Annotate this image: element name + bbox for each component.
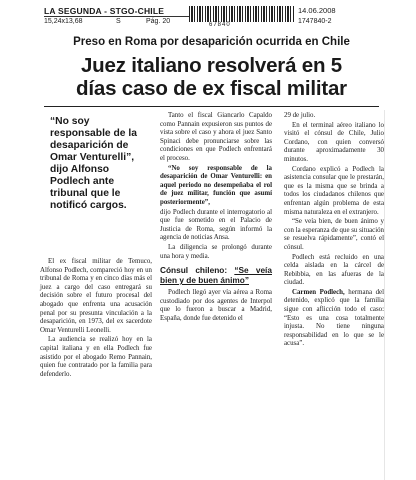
barcode-number: 67840 [209,22,231,28]
quote-paragraph: “No soy responsable de la desaparición de Omar Venturelli: en aquel periodo no desempeñaba el rol de juez militar, función que asumí posteriormente”, [160,164,272,206]
pull-quote [50,116,150,212]
pull-quote-text: “No soy responsable de la desaparición de Omar Venturelli”, [50,116,137,163]
paragraph: Cordano explicó a Podlech la asistencia consular que le prestarán, que es la misma que se brinda a todos los ciudadanos chilenos que enfrentan algún problema de esta misma naturaleza en el extranjero. [284,165,384,216]
clip-date: 14.06.2008 [298,6,336,15]
paragraph: Podlech llegó ayer vía aérea a Roma custodiado por dos agentes de Interpol que lo fueron a buscar a Madrid, España, donde fue detenido el [160,289,272,322]
article-column-2 [160,112,272,323]
bold-lead: Carmen Podlech, [292,288,345,296]
headline-rule [44,106,379,107]
pull-quote-attribution: dijo Alfonso Podlech ante tribunal que le notificó cargos. [50,164,127,211]
paragraph: “Se veía bien, de buen ánimo y con la esperanza de que su situación se resuelva rápidamente”, contó el cónsul. [284,218,384,251]
paragraph: El ex fiscal militar de Temuco, Alfonso Podlech, compareció hoy en un tribunal de Roma y en cinco días más el juez a cargo del caso entregará su decisión sobre el futuro procesal del abogado que enfrenta una acusación penal por su presunta vinculación a la desaparición, en 1973, del ex sacerdote Omar Venturelli Leonelli. [40,258,152,334]
clip-id: 1747840-2 [298,18,332,25]
paragraph [284,289,384,349]
article-column-3 [284,112,384,349]
subhead-lead: Cónsul chileno: [160,265,228,276]
clip-page: Pág. 20 [146,18,171,25]
paragraph: La audiencia se realizó hoy en la capital italiana y en ella Podlech fue asistido por el abogado Remo Pannain, quien fue contratado por la familia para defenderlo. [40,336,152,378]
headline-line-2: días caso de ex fiscal militar [76,77,347,100]
barcode-image [189,6,294,22]
article-column-1 [40,258,152,379]
scan-edge [384,110,385,480]
paragraph: 29 de julio. [284,112,316,119]
clipping-header [44,6,379,30]
paragraph-text: hermana del detenido, explicó que la familia sigue con aflicción todo el caso: “Esto es una cosa totalmente injusta. No tiene ninguna responsabilidad en lo que se le acusa”. [284,288,384,348]
paragraph: Tanto el fiscal Giancarlo Capaldo como Pannain expusieron sus puntos de vista sobre el caso y ahora el juez Santo Spinaci debe pronunciarse sobre las condiciones en que Podlech enfrentará el proceso. [160,112,272,162]
paragraph: Podlech está recluido en una celda aislada en la cárcel de Rebibbia, en las afueras de la ciudad. [284,253,384,287]
headline-line-1: Juez italiano resolverá en 5 [80,54,343,77]
publication-name: LA SEGUNDA - STGO-CHILE [44,6,165,16]
paragraph: En el terminal aéreo italiano lo visitó el cónsul de Chile, Julio Cordano, con quien conversó durante aproximadamente 30 minutos. [284,121,384,163]
paragraph: La diligencia se prolongó durante una hora y media. [160,243,272,260]
clip-column: S [116,18,121,25]
subhead-quote: “Se veía bien y de buen ánimo” [160,265,272,286]
clip-size: 15,24x13,68 [44,18,83,25]
paragraph: dijo Podlech durante el interrogatorio al que fue sometido en el Palacio de Justicia de Roma, según informó la agencia de noticias Ansa. [160,208,272,242]
article-kicker: Preso en Roma por desaparición ocurrida en Chile [73,36,350,48]
article-headline [44,54,379,100]
article-subhead [160,265,272,285]
